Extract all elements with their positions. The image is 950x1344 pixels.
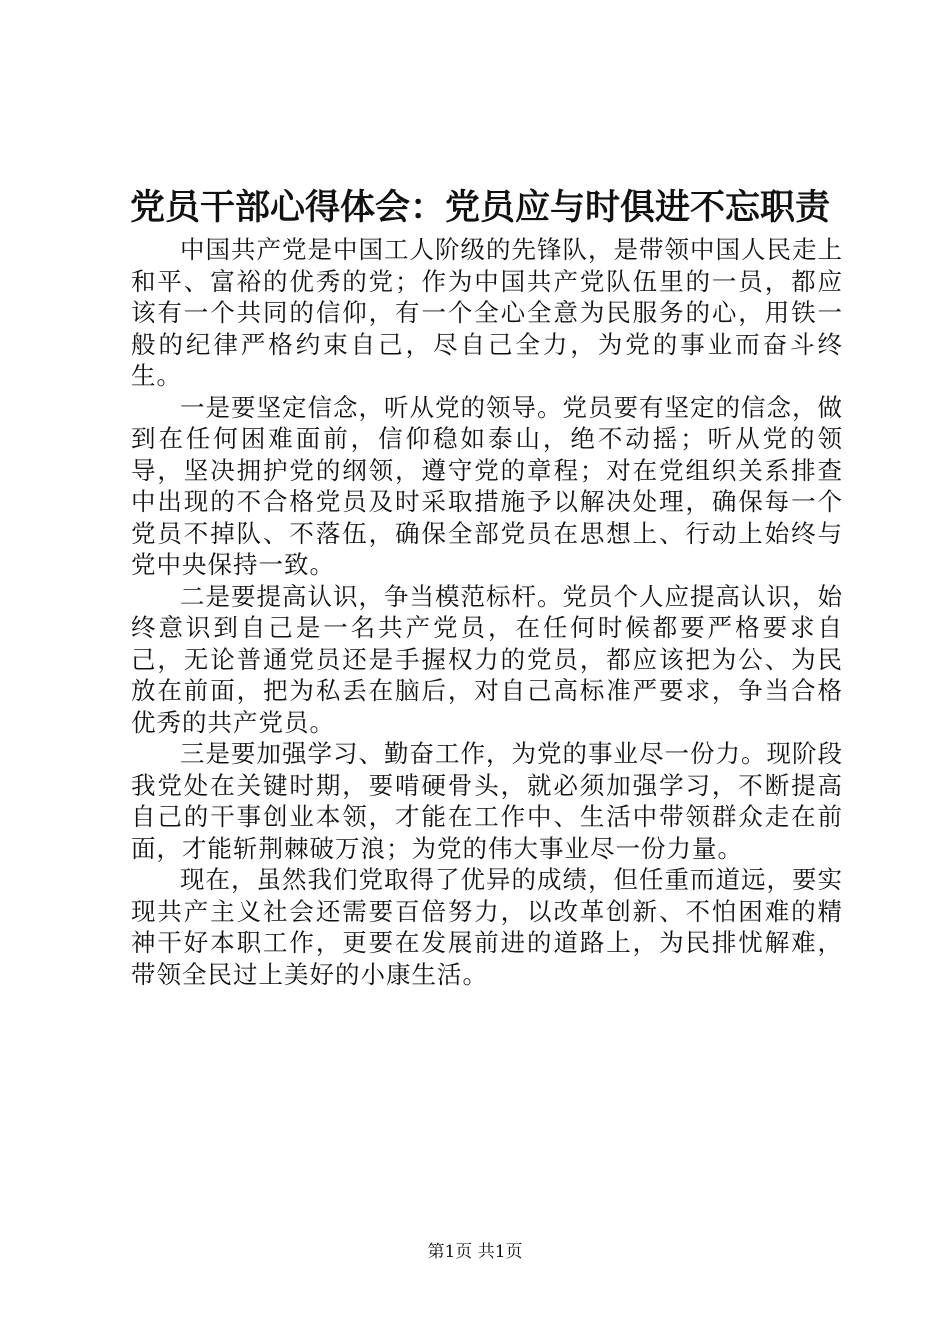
paragraph-point-three: 三是要加强学习、勤奋工作，为党的事业尽一份力。现阶段我党处在关键时期，要啃硬骨头，就必须加强学习，不断提高自己的干事创业本领，才能在工作中、生活中带领群众走在前面，才能斩荆棘破万浪；为党的伟大事业尽一份力量。 [131, 739, 843, 863]
document-title: 党员干部心得体会：党员应与时俱进不忘职责 [129, 187, 830, 228]
page-footer: 第1页 共1页 [427, 1242, 523, 1262]
paragraph-point-one: 一是要坚定信念，听从党的领导。党员要有坚定的信念，做到在任何困难面前，信仰稳如泰山，绝不动摇；听从党的领导，坚决拥护党的纲领，遵守党的章程；对在党组织关系排查中出现的不合格党员及时采取措施予以解决处理，确保每一个党员不掉队、不落伍，确保全部党员在思想上、行动上始终与党中央保持一致。 [131, 392, 843, 579]
paragraph-intro: 中国共产党是中国工人阶级的先锋队，是带领中国人民走上和平、富裕的优秀的党；作为中国共产党队伍里的一员，都应该有一个共同的信仰，有一个全心全意为民服务的心，用铁一般的纪律严格约束自己，尽自己全力，为党的事业而奋斗终生。 [131, 235, 843, 390]
paragraph-point-two: 二是要提高认识，争当模范标杆。党员个人应提高认识，始终意识到自己是一名共产党员，在任何时候都要严格要求自己，无论普通党员还是手握权力的党员，都应该把为公、为民放在前面，把为私丢在脑后，对自己高标准严要求，争当合格优秀的共产党员。 [131, 581, 843, 737]
paragraph-conclusion: 现在，虽然我们党取得了优异的成绩，但任重而道远，要实现共产主义社会还需要百倍努力，以改革创新、不怕困难的精神干好本职工作，更要在发展前进的道路上，为民排忧解难，带领全民过上美好的小康生活。 [131, 865, 843, 989]
document-body [131, 234, 843, 990]
